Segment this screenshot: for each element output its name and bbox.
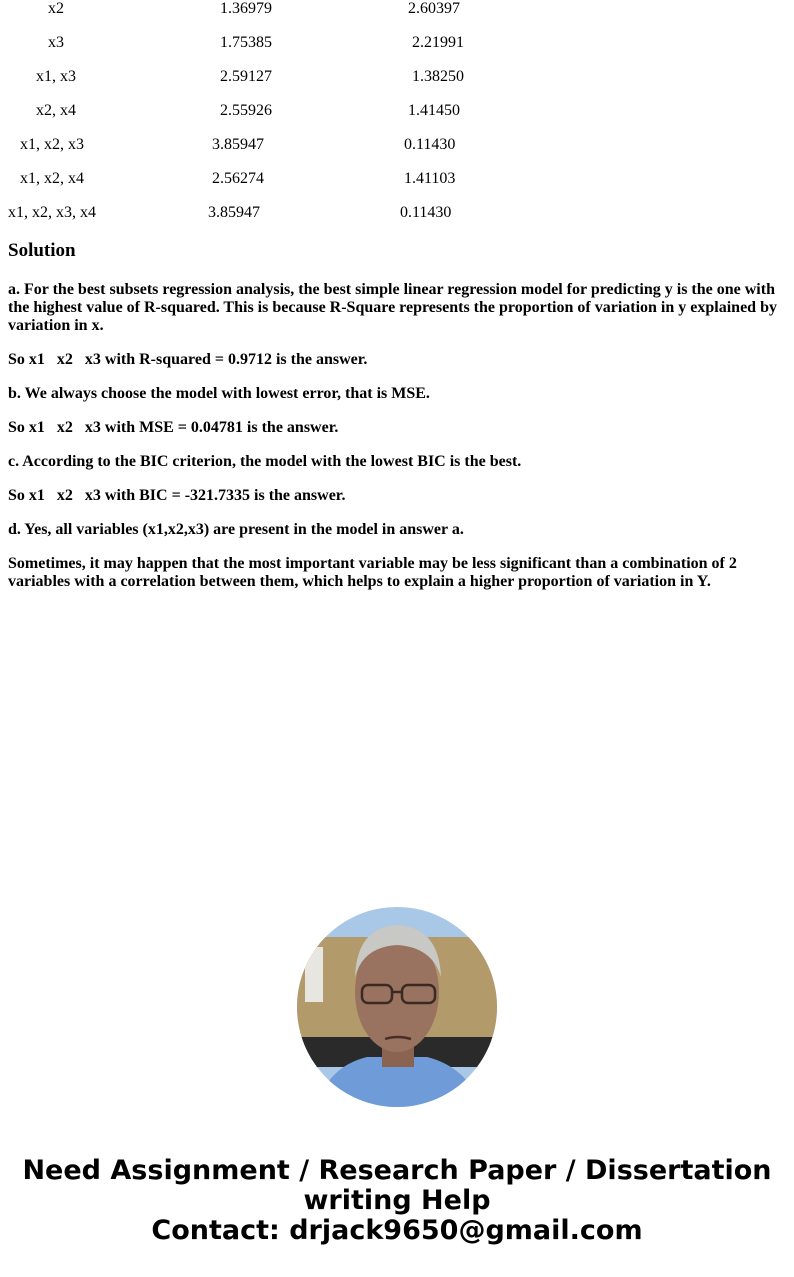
row-variables: x2, x4 [36, 102, 76, 119]
author-avatar [297, 907, 497, 1107]
table-row [0, 68, 794, 88]
row-variables: x1, x2, x3 [20, 136, 84, 153]
row-variables: x3 [48, 34, 64, 51]
solution-paragraph-b: b. We always choose the model with lowest error, that is MSE. [8, 385, 430, 402]
row-value-2: 0.11430 [400, 204, 452, 221]
table-row [0, 136, 794, 156]
row-variables: x1, x3 [36, 68, 76, 85]
solution-paragraph-a: a. For the best subsets regression analysis, the best simple linear regression model for predicting y is the one with the highest value of R-squared. This is because R-Square represents the proportion of variation in y explained by variation in x. [8, 281, 781, 334]
row-value-2: 0.11430 [404, 136, 456, 153]
solution-paragraph: Sometimes, it may happen that the most important variable may be less significant than a combination of 2 variables with a correlation between them, which helps to explain a higher proportion of variation in Y. [8, 555, 741, 590]
table-row [0, 204, 794, 224]
table-row [0, 102, 794, 122]
table-row [0, 0, 794, 20]
row-value-2: 2.21991 [412, 34, 464, 51]
row-variables: x1, x2, x3, x4 [8, 204, 96, 221]
row-value-2: 2.60397 [408, 0, 460, 17]
footer-line: writing Help [303, 1185, 491, 1216]
row-value-1: 2.55926 [220, 102, 272, 119]
solution-paragraph: So x1 x2 x3 with BIC = -321.7335 is the answer. [8, 487, 346, 504]
solution-paragraph-d: d. Yes, all variables (x1,x2,x3) are present in the model in answer a. [8, 521, 464, 538]
solution-paragraph: So x1 x2 x3 with R-squared = 0.9712 is the answer. [8, 351, 368, 368]
solution-paragraph: So x1 x2 x3 with MSE = 0.04781 is the answer. [8, 419, 339, 436]
row-value-1: 2.56274 [212, 170, 264, 187]
row-value-2: 1.38250 [412, 68, 464, 85]
solution-heading: Solution [8, 240, 76, 261]
row-value-1: 2.59127 [220, 68, 272, 85]
row-value-1: 1.36979 [220, 0, 272, 17]
row-variables: x2 [48, 0, 64, 17]
table-row [0, 34, 794, 54]
contact-footer [0, 1156, 794, 1246]
row-value-2: 1.41103 [404, 170, 456, 187]
contact-email: Contact: drjack9650@gmail.com [151, 1215, 643, 1246]
row-value-1: 1.75385 [220, 34, 272, 51]
solution-paragraph-c: c. According to the BIC criterion, the model with the lowest BIC is the best. [8, 453, 522, 470]
row-value-1: 3.85947 [212, 136, 264, 153]
row-variables: x1, x2, x4 [20, 170, 84, 187]
row-value-2: 1.41450 [408, 102, 460, 119]
footer-line: Need Assignment / Research Paper / Dissertation [22, 1155, 772, 1186]
table-row [0, 170, 794, 190]
row-value-1: 3.85947 [208, 204, 260, 221]
